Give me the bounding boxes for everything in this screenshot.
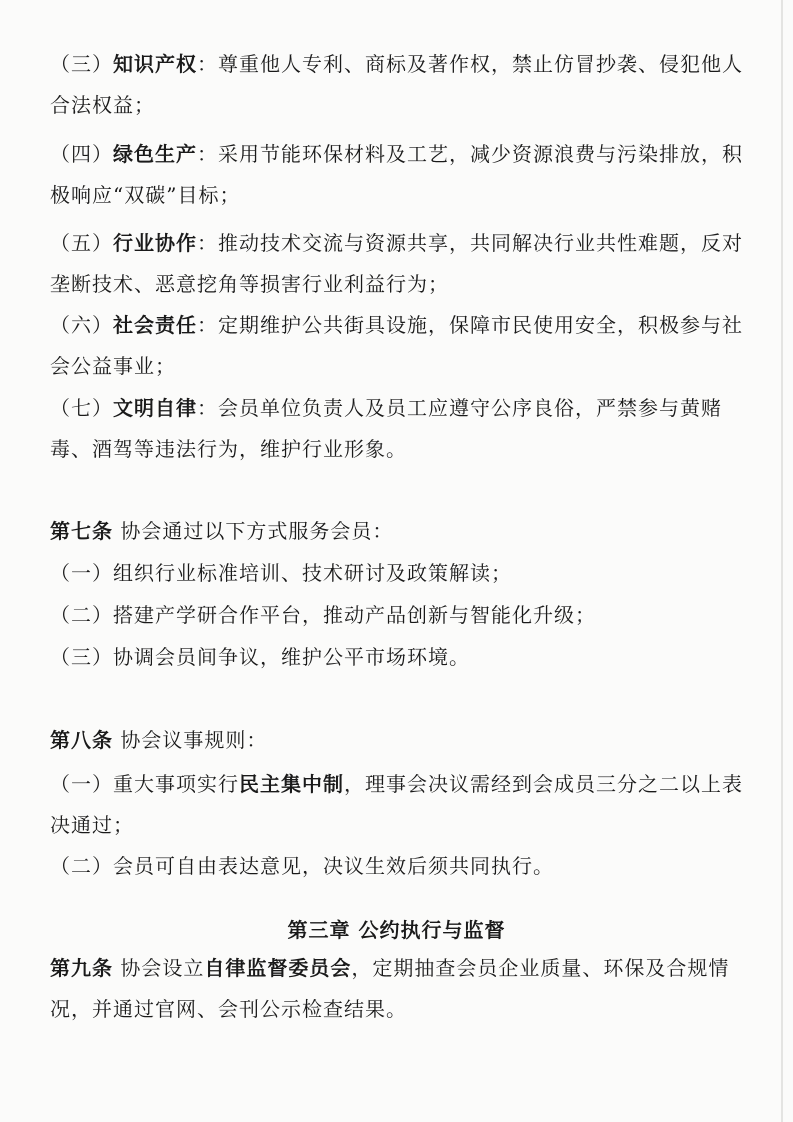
item-number: （六） (50, 313, 113, 337)
item-heading: 绿色生产 (113, 142, 197, 166)
article-text-bold: 自律监督委员会 (204, 956, 352, 980)
article8-item-1 (50, 764, 750, 846)
article7-heading (50, 511, 750, 552)
article-text: 协会议事规则： (113, 728, 268, 752)
item-text-bold: 民主集中制 (239, 772, 344, 796)
article-label: 第九条 (50, 956, 113, 980)
article6-item-7 (50, 388, 750, 470)
item-text: ：会员单位负责人及员工应遵守公序良俗，严禁参与黄赌毒、酒驾等违法行为，维护行业形象。 (50, 396, 722, 461)
article7-item-1: （一）组织行业标准培训、技术研讨及政策解读； (50, 561, 512, 585)
chapter-title: 第三章 公约执行与监督 (287, 918, 506, 942)
item-text: ：尊重他人专利、商标及著作权，禁止仿冒抄袭、侵犯他人合法权益； (50, 52, 743, 117)
article-text: 协会通过以下方式服务会员： (113, 519, 394, 543)
item-text: ：采用节能环保材料及工艺，减少资源浪费与污染排放，积极响应“双碳”目标； (50, 142, 743, 207)
item-text: ：推动技术交流与资源共享，共同解决行业共性难题，反对垄断技术、恶意挖角等损害行业利益行为； (50, 231, 743, 296)
item-heading: 文明自律 (113, 396, 197, 420)
item-text-post: ，理事会决议需经到会成员三分之二以上表决通过； (50, 772, 743, 837)
item-heading: 知识产权 (113, 52, 197, 76)
article-text-post: ，定期抽查会员企业质量、环保及合规情况，并通过官网、会刊公示检查结果。 (50, 956, 730, 1021)
article8-heading (50, 720, 750, 761)
article7-item-3: （三）协调会员间争议，维护公平市场环境。 (50, 645, 470, 669)
article-label: 第七条 (50, 519, 113, 543)
article6-item-6 (50, 305, 750, 387)
article8-item-2: （二）会员可自由表达意见，决议生效后须共同执行。 (50, 854, 554, 878)
article7-item-2: （二）搭建产学研合作平台，推动产品创新与智能化升级； (50, 603, 596, 627)
scan-edge-line (781, 0, 783, 1122)
article6-item-4 (50, 134, 750, 216)
article6-item-3 (50, 44, 750, 126)
item-heading: 行业协作 (113, 231, 197, 255)
item-text-pre: （一）重大事项实行 (50, 772, 239, 796)
article-label: 第八条 (50, 728, 113, 752)
item-number: （四） (50, 142, 113, 166)
item-text: ：定期维护公共街具设施，保障市民使用安全，积极参与社会公益事业； (50, 313, 743, 378)
item-number: （三） (50, 52, 113, 76)
item-number: （七） (50, 396, 113, 420)
item-number: （五） (50, 231, 113, 255)
article-text-pre: 协会设立 (113, 956, 205, 980)
article6-item-5 (50, 223, 750, 305)
article9 (50, 948, 750, 1030)
item-heading: 社会责任 (113, 313, 197, 337)
